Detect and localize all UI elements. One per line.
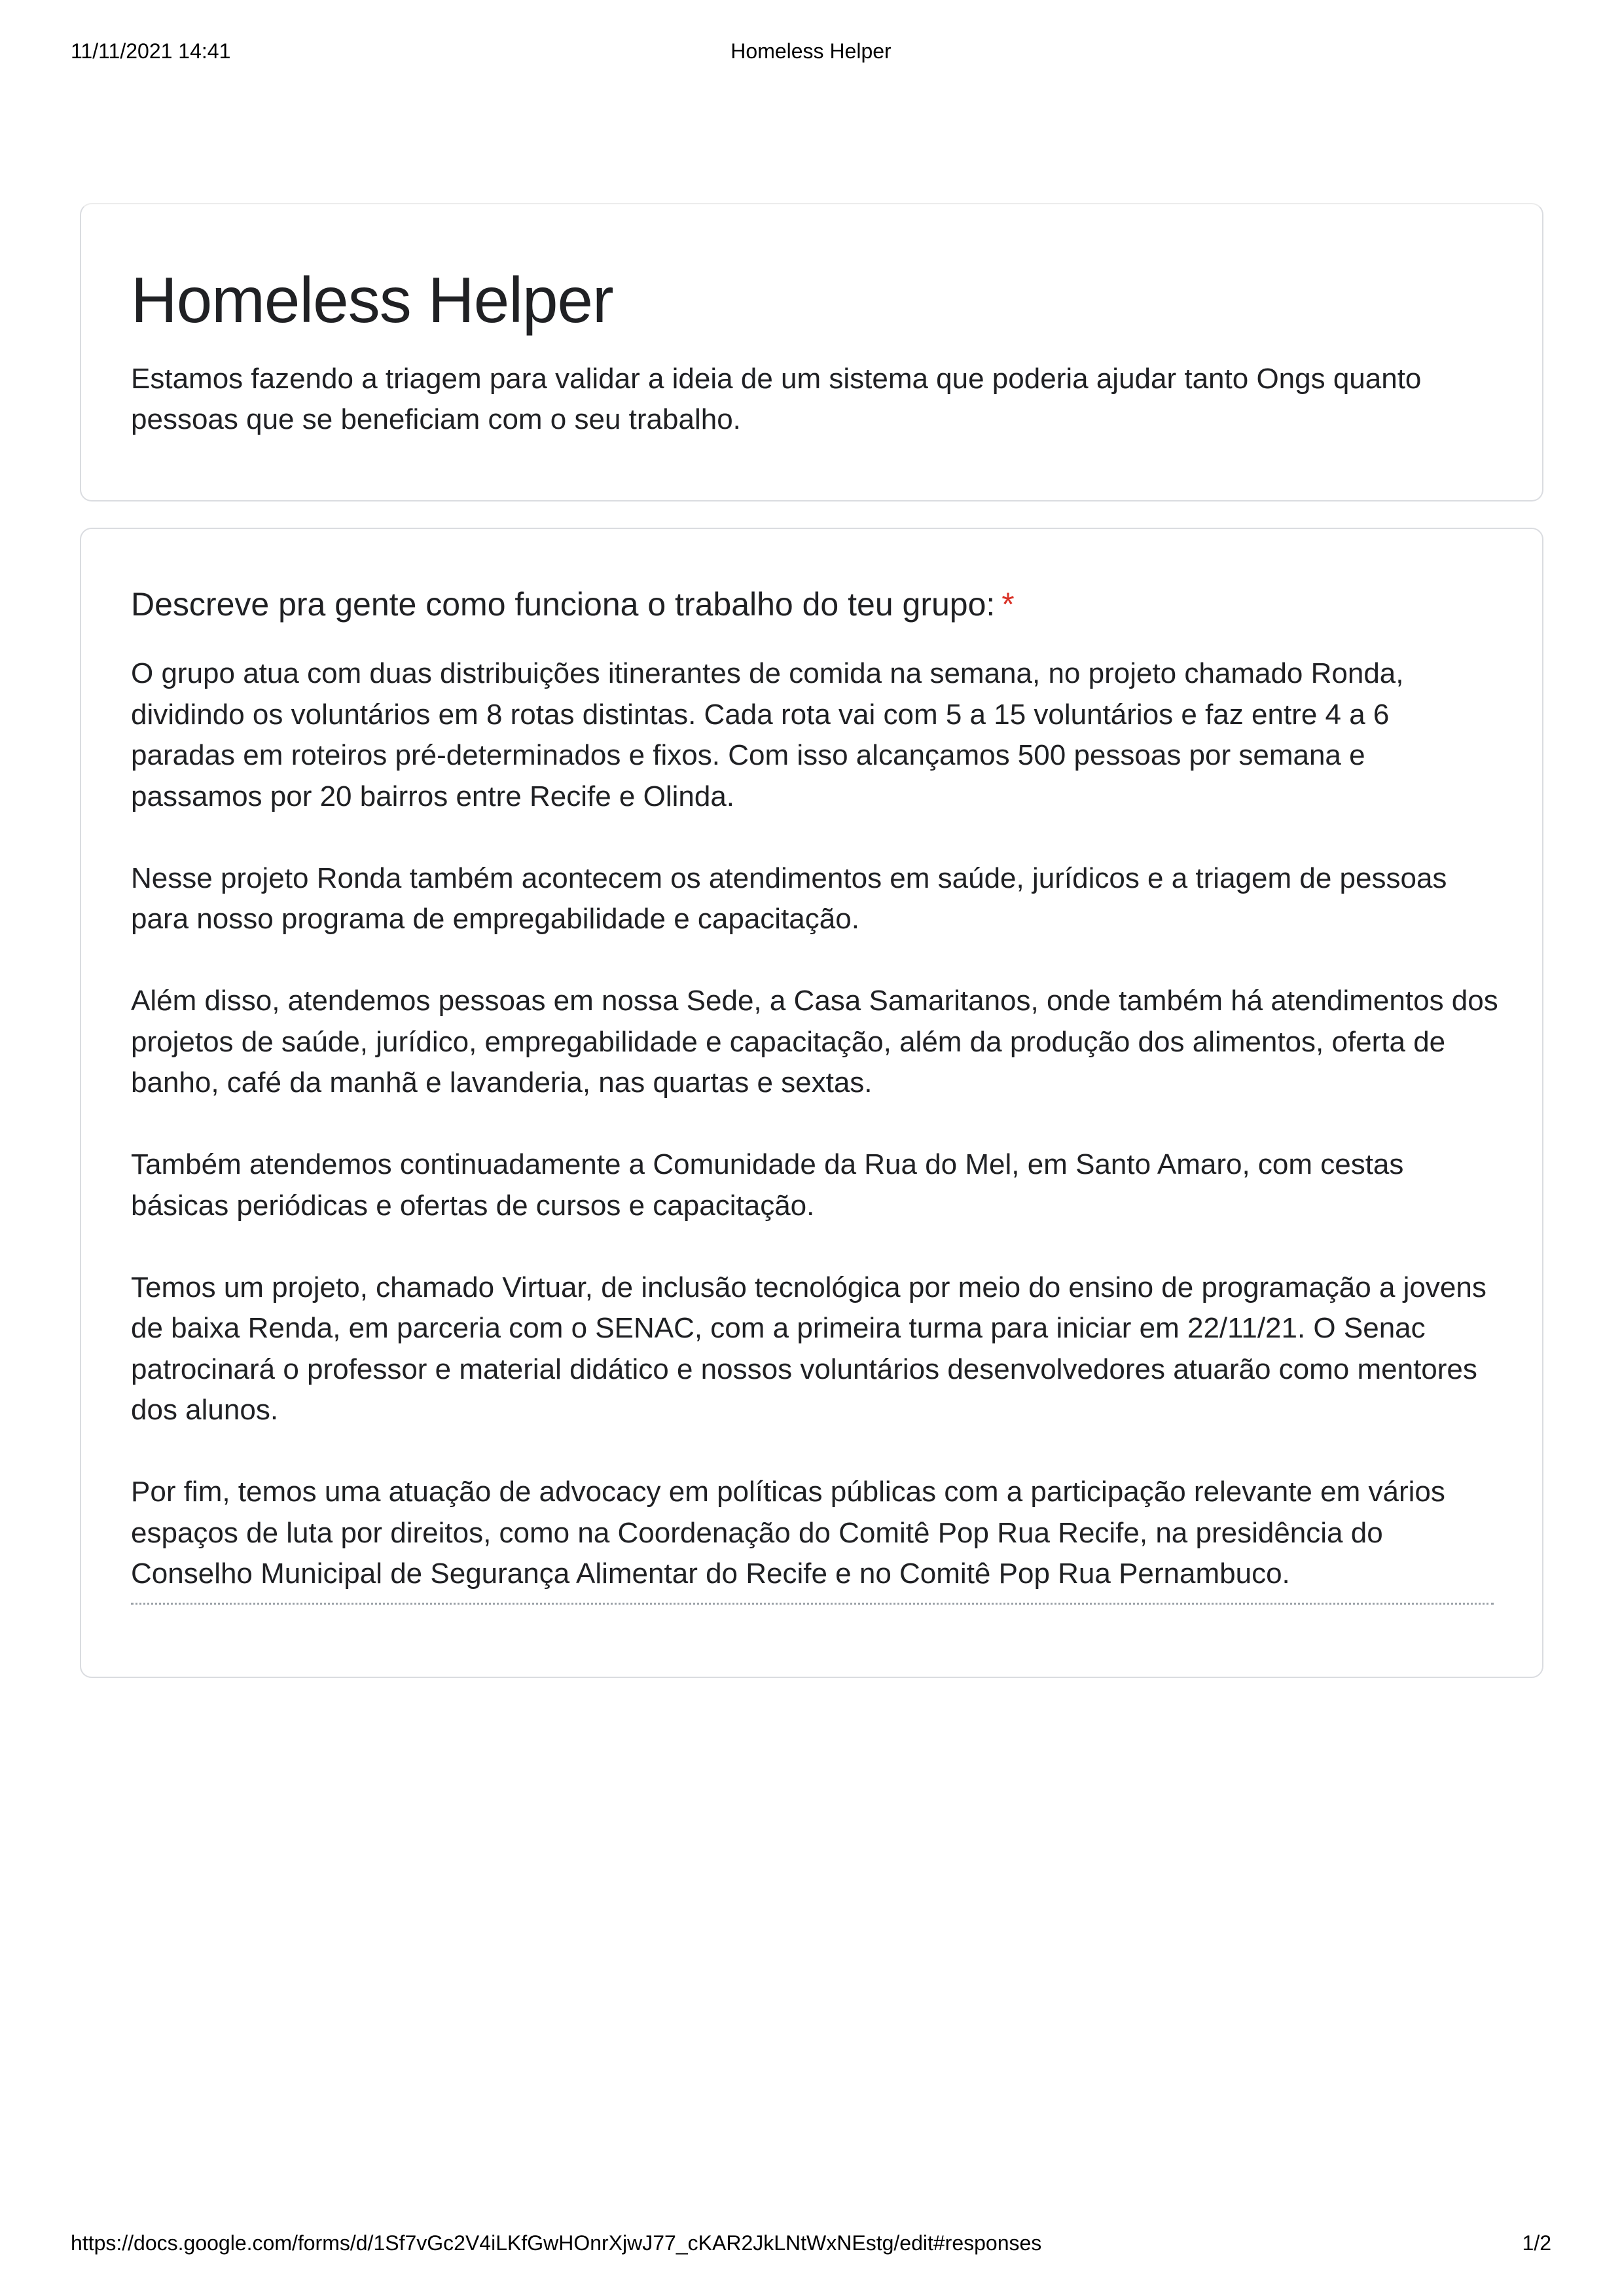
print-datetime: 11/11/2021 14:41 [71,39,231,63]
answer-underline [131,1603,1494,1605]
question-card [80,528,1543,1678]
print-url: https://docs.google.com/forms/d/1Sf7vGc2V4iLKfGwHOnrXjwJ77_cKAR2JkLNtWxNEstg/edit#responses [71,2231,1042,2255]
answer-paragraph: Também atendemos continuadamente a Comunidade da Rua do Mel, em Santo Amaro, com cestas básicas periódicas e ofertas de cursos e capacitação. [131,1148,1404,1222]
form-title: Homeless Helper [131,264,613,336]
answer-paragraph: Temos um projeto, chamado Virtuar, de inclusão tecnológica por meio do ensino de programação a jovens de baixa Renda, em parceria com o SENAC, com a primeira turma para iniciar em 22/11/21. O Senac patrocinará o professor e material didático e nossos voluntários desenvolvedores atuarão como mentores dos alunos. [131,1271,1487,1426]
answer-paragraph: Além disso, atendemos pessoas em nossa Sede, a Casa Samaritanos, onde também há atendimentos dos projetos de saúde, jurídico, empregabilidade e capacitação, além da produção dos alimentos, oferta de banho, café da manhã e lavanderia, nas quartas e sextas. [131,985,1498,1099]
question-title-text: Descreve pra gente como funciona o trabalho do teu grupo: [131,586,996,623]
print-footer [0,2231,1622,2257]
required-asterisk: * [1001,586,1015,623]
form-description: Estamos fazendo a triagem para validar a ideia de um sistema que poderia ajudar tanto Ongs quanto pessoas que se beneficiam com o seu trabalho. [131,363,1422,435]
print-header [0,39,1622,65]
print-page-number: 1/2 [1522,2231,1551,2255]
question-title [131,581,1015,627]
answer-paragraph: Por fim, temos uma atuação de advocacy em políticas públicas com a participação relevante em vários espaços de luta por direitos, como na Coordenação do Comitê Pop Rua Recife, na presidência do Conselho Municipal de Segurança Alimentar do Recife e no Comitê Pop Rua Pernambuco. [131,1476,1445,1590]
print-page-title: Homeless Helper [730,39,892,63]
answer-paragraph: O grupo atua com duas distribuições itinerantes de comida na semana, no projeto chamado Ronda, dividindo os voluntários em 8 rotas distintas. Cada rota vai com 5 a 15 voluntários e faz entre 4 a 6 paradas em roteiros pré-determinados e fixos. Com isso alcançamos 500 pessoas por semana e passamos por 20 bairros entre Recife e Olinda. [131,657,1404,812]
answer-text [131,653,1499,1595]
answer-paragraph: Nesse projeto Ronda também acontecem os atendimentos em saúde, jurídicos e a triagem de pessoas para nosso programa de empregabilidade e capacitação. [131,862,1447,935]
form-header-card [80,203,1543,501]
